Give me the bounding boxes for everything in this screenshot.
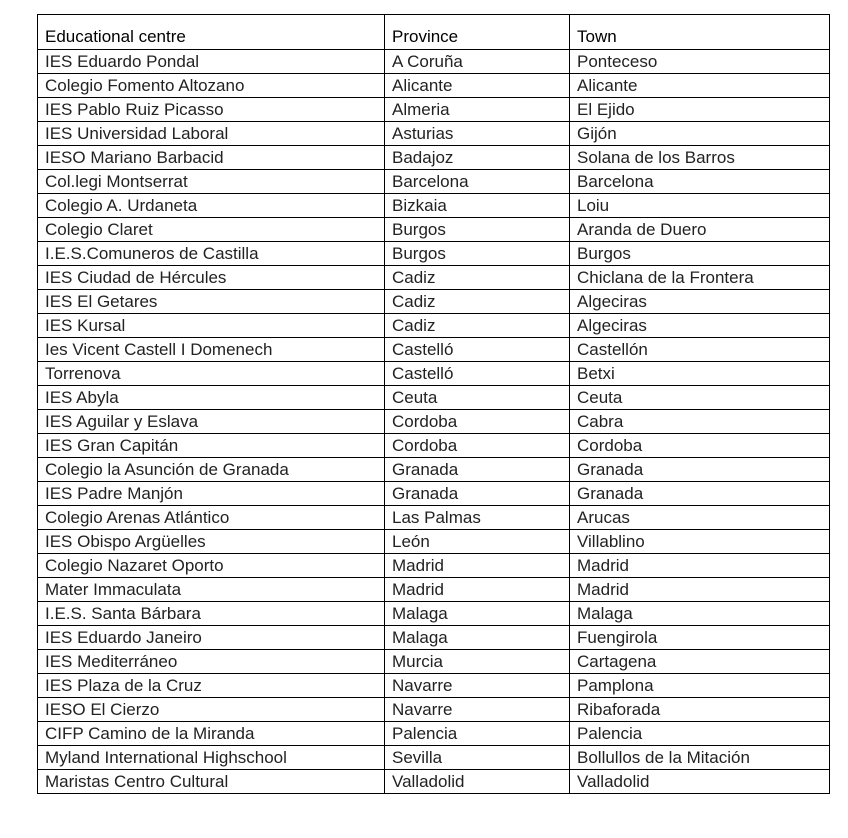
cell-province: Cadiz [385,290,570,314]
cell-province: Cordoba [385,434,570,458]
cell-town: Pamplona [570,674,830,698]
cell-educational-centre: Maristas Centro Cultural [38,770,385,794]
table-row [38,170,830,194]
cell-town: Madrid [570,578,830,602]
table-row [38,722,830,746]
cell-province: Castelló [385,338,570,362]
cell-province: León [385,530,570,554]
header-row [38,15,830,50]
cell-province: Cadiz [385,266,570,290]
cell-educational-centre: Torrenova [38,362,385,386]
cell-educational-centre: IES Padre Manjón [38,482,385,506]
table-body [38,50,830,794]
cell-educational-centre: IES Eduardo Pondal [38,50,385,74]
table-row [38,266,830,290]
cell-province: Palencia [385,722,570,746]
cell-town: Cordoba [570,434,830,458]
cell-town: Castellón [570,338,830,362]
cell-educational-centre: IESO El Cierzo [38,698,385,722]
cell-town: Loiu [570,194,830,218]
table-row [38,554,830,578]
cell-province: Sevilla [385,746,570,770]
cell-educational-centre: IESO Mariano Barbacid [38,146,385,170]
cell-educational-centre: Col.legi Montserrat [38,170,385,194]
cell-province: Murcia [385,650,570,674]
cell-educational-centre: IES Obispo Argüelles [38,530,385,554]
cell-town: Granada [570,482,830,506]
cell-province: Valladolid [385,770,570,794]
cell-educational-centre: IES Kursal [38,314,385,338]
cell-province: Burgos [385,242,570,266]
cell-educational-centre: IES Mediterráneo [38,650,385,674]
cell-town: Villablino [570,530,830,554]
cell-province: Burgos [385,218,570,242]
cell-province: Castelló [385,362,570,386]
cell-town: Algeciras [570,290,830,314]
table-row [38,146,830,170]
cell-town: Betxi [570,362,830,386]
cell-town: Alicante [570,74,830,98]
cell-educational-centre: Colegio la Asunción de Granada [38,458,385,482]
cell-educational-centre: Mater Immaculata [38,578,385,602]
cell-province: Barcelona [385,170,570,194]
cell-town: Granada [570,458,830,482]
cell-province: A Coruña [385,50,570,74]
table-row [38,290,830,314]
cell-educational-centre: IES Aguilar y Eslava [38,410,385,434]
table-row [38,506,830,530]
cell-town: Ceuta [570,386,830,410]
table-row [38,50,830,74]
cell-town: Aranda de Duero [570,218,830,242]
cell-educational-centre: IES Universidad Laboral [38,122,385,146]
cell-town: Burgos [570,242,830,266]
cell-town: Ribaforada [570,698,830,722]
cell-province: Almeria [385,98,570,122]
cell-educational-centre: CIFP Camino de la Miranda [38,722,385,746]
cell-town: Malaga [570,602,830,626]
table-row [38,338,830,362]
cell-province: Malaga [385,626,570,650]
cell-educational-centre: I.E.S.Comuneros de Castilla [38,242,385,266]
table-row [38,530,830,554]
table-row [38,410,830,434]
cell-educational-centre: IES Gran Capitán [38,434,385,458]
cell-province: Alicante [385,74,570,98]
cell-town: Bollullos de la Mitación [570,746,830,770]
table-row [38,98,830,122]
cell-educational-centre: Colegio Arenas Atlántico [38,506,385,530]
cell-town: Algeciras [570,314,830,338]
cell-province: Asturias [385,122,570,146]
table-row [38,434,830,458]
table-row [38,194,830,218]
cell-educational-centre: Colegio A. Urdaneta [38,194,385,218]
table-row [38,770,830,794]
cell-town: El Ejido [570,98,830,122]
column-header-town: Town [570,15,830,50]
cell-educational-centre: IES Eduardo Janeiro [38,626,385,650]
cell-province: Granada [385,482,570,506]
table-row [38,650,830,674]
cell-province: Malaga [385,602,570,626]
schools-table [37,14,830,794]
cell-town: Cartagena [570,650,830,674]
table-row [38,458,830,482]
table-row [38,626,830,650]
table-row [38,218,830,242]
cell-province: Cordoba [385,410,570,434]
table-row [38,362,830,386]
cell-educational-centre: IES El Getares [38,290,385,314]
cell-town: Arucas [570,506,830,530]
table-row [38,242,830,266]
cell-province: Granada [385,458,570,482]
cell-province: Madrid [385,578,570,602]
cell-educational-centre: IES Pablo Ruiz Picasso [38,98,385,122]
table-row [38,674,830,698]
cell-province: Badajoz [385,146,570,170]
table-row [38,482,830,506]
cell-educational-centre: IES Plaza de la Cruz [38,674,385,698]
cell-town: Barcelona [570,170,830,194]
cell-town: Fuengirola [570,626,830,650]
cell-province: Las Palmas [385,506,570,530]
cell-town: Cabra [570,410,830,434]
cell-province: Madrid [385,554,570,578]
table-row [38,578,830,602]
cell-province: Cadiz [385,314,570,338]
table-row [38,386,830,410]
cell-educational-centre: Colegio Nazaret Oporto [38,554,385,578]
cell-educational-centre: Myland International Highschool [38,746,385,770]
cell-town: Ponteceso [570,50,830,74]
cell-province: Bizkaia [385,194,570,218]
cell-province: Navarre [385,698,570,722]
cell-educational-centre: IES Abyla [38,386,385,410]
table-row [38,746,830,770]
table-row [38,122,830,146]
table-row [38,314,830,338]
cell-educational-centre: I.E.S. Santa Bárbara [38,602,385,626]
cell-town: Gijón [570,122,830,146]
cell-town: Solana de los Barros [570,146,830,170]
column-header-educational-centre: Educational centre [38,15,385,50]
cell-educational-centre: IES Ciudad de Hércules [38,266,385,290]
cell-town: Madrid [570,554,830,578]
cell-province: Navarre [385,674,570,698]
cell-town: Valladolid [570,770,830,794]
cell-educational-centre: Ies Vicent Castell I Domenech [38,338,385,362]
cell-town: Palencia [570,722,830,746]
table-row [38,602,830,626]
table-row [38,74,830,98]
cell-educational-centre: Colegio Claret [38,218,385,242]
table-row [38,698,830,722]
cell-educational-centre: Colegio Fomento Altozano [38,74,385,98]
column-header-province: Province [385,15,570,50]
cell-province: Ceuta [385,386,570,410]
cell-town: Chiclana de la Frontera [570,266,830,290]
table-header [38,15,830,50]
